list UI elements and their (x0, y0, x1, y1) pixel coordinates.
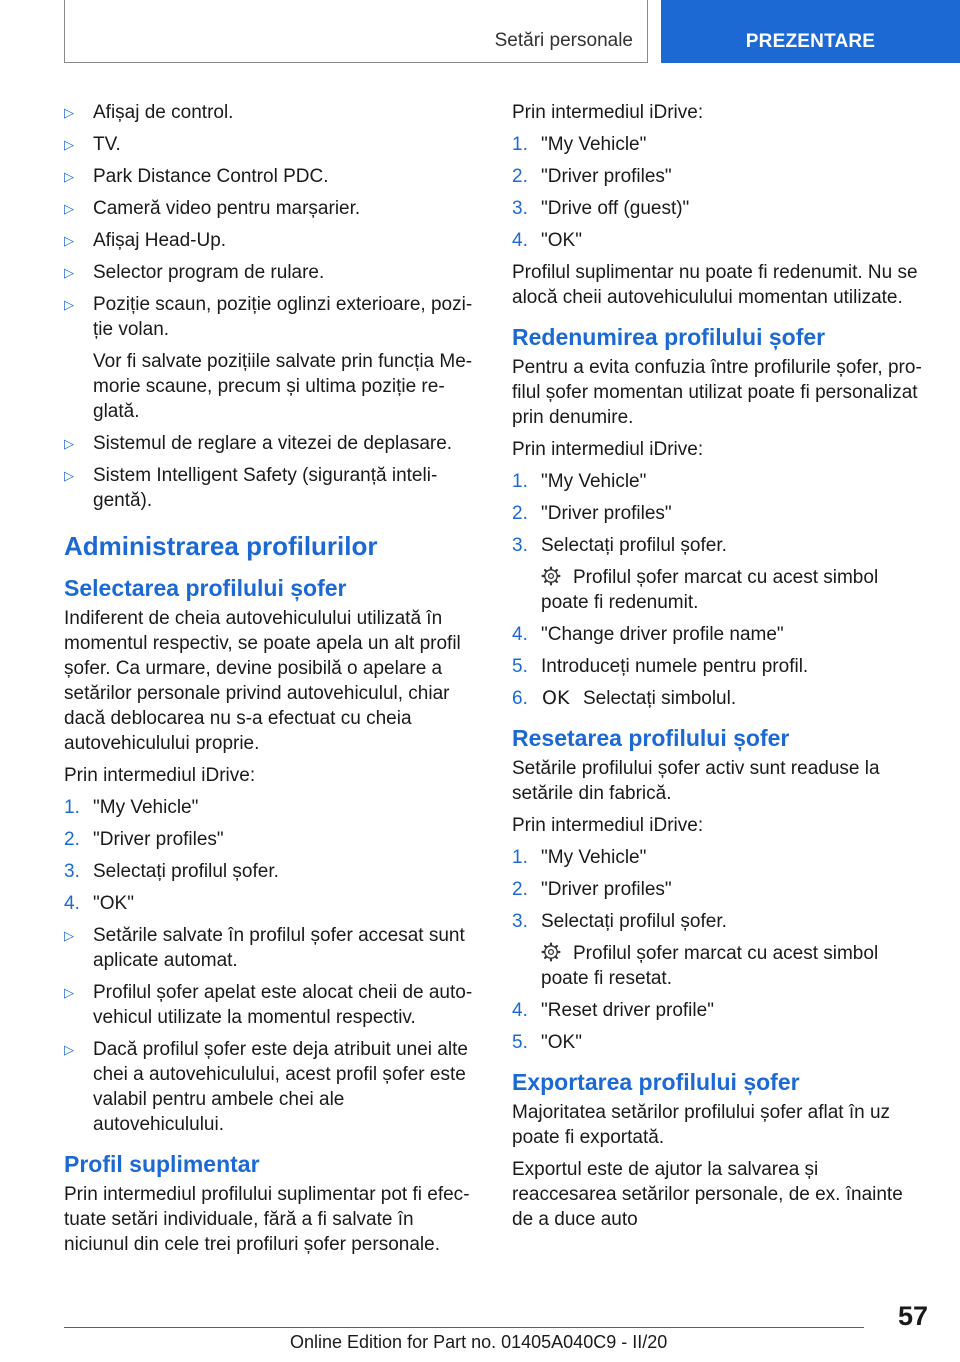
step-item: 1. "My Vehicle" (512, 847, 647, 868)
heading-select-profile: Selectarea profilului șofer (64, 575, 347, 601)
export-paragraph-2: Exportul este de ajutor la salvarea și reaccesarea setărilor personale, de ex. înainte de a duce auto (512, 1159, 903, 1230)
footer-divider (64, 1327, 864, 1328)
page-number: 57 (897, 1301, 928, 1331)
header-section-box (64, 0, 648, 63)
via-idrive-label: Prin intermediul iDrive: (512, 815, 704, 836)
heading-admin-profiles: Administrarea profilurilor (64, 531, 378, 561)
step-item: 3. "Drive off (guest)" (512, 198, 690, 219)
list-item: ▷ Dacă profilul șofer este deja atribuit unei alte chei a autovehiculului, acest profil șofer este valabil pentru ambele chei ale autovehiculului. (64, 1037, 479, 1137)
select-paragraph: Indiferent de cheia autovehiculului utilizată în momentul respectiv, se poate apela un alt profil șofer. Ca urmare, devine posibilă o apelare a setărilor personale privind autovehiculul, chiar dacă deblocarea nu s-a efectuat cu cheia autovehiculului proprie. (64, 608, 461, 754)
right-column (512, 100, 927, 1239)
left-column (64, 100, 479, 1264)
reset-symbol-note: Profilul șofer marcat cu acest simbol poate fi resetat. (541, 943, 879, 989)
step-item: 1. "My Vehicle" (512, 134, 647, 155)
step-item: 2. "Driver profiles" (512, 166, 672, 187)
step-item: 3. Selectați profilul șofer. (64, 861, 279, 882)
step-item: 6. OK Selectați simbolul. (512, 687, 737, 709)
list-item: ▷ TV. (64, 132, 479, 157)
step-item: 2. "Driver profiles" (64, 829, 224, 850)
step-item: 4. "Reset driver profile" (512, 1000, 714, 1021)
guest-note: Profilul suplimentar nu poate fi redenumit. Nu se alocă cheii autovehiculului momentan utilizate. (512, 262, 918, 308)
seat-memory-note: Vor fi salvate pozițiile salvate prin funcția Memorie scaune, precum și ultima poziție reglată. (93, 351, 473, 422)
heading-export-profile: Exportarea profilului șofer (512, 1069, 800, 1095)
via-idrive-label: Prin intermediul iDrive: (512, 102, 704, 123)
rename-paragraph: Pentru a evita confuzia între profilurile șofer, profilul șofer momentan utilizat poate fi personalizat prin denumire. (512, 357, 922, 428)
step-item: 2. "Driver profiles" (512, 503, 672, 524)
list-item: ▷ Poziție scaun, poziție oglinzi exterioare, poziție volan. (64, 292, 479, 342)
heading-rename-profile: Redenumirea profilului șofer (512, 324, 826, 350)
footer-edition: Online Edition for Part no. 01405A040C9 - II/20 (290, 1332, 668, 1352)
step-item: 1. "My Vehicle" (512, 471, 647, 492)
step-item: 3. Selectați profilul șofer. (512, 911, 727, 932)
svg-text:OK: OK (542, 687, 570, 707)
step-item: 4. "OK" (512, 230, 582, 251)
heading-guest-profile: Profil suplimentar (64, 1151, 260, 1177)
list-item: ▷ Setările salvate în profilul șofer accesat sunt aplicate automat. (64, 923, 479, 973)
step-item: 5. "OK" (512, 1032, 582, 1053)
via-idrive-label: Prin intermediul iDrive: (64, 765, 256, 786)
list-item: ▷ Cameră video pentru marșarier. (64, 196, 479, 221)
list-item: ▷ Afișaj Head-Up. (64, 228, 479, 253)
via-idrive-label: Prin intermediul iDrive: (512, 439, 704, 460)
list-item: ▷ Selector program de rulare. (64, 260, 479, 285)
list-item: ▷ Park Distance Control PDC. (64, 164, 479, 189)
header-section-title: Setări personale (494, 30, 633, 51)
list-item: ▷ Sistemul de reglare a vitezei de deplasare. (64, 431, 479, 456)
header-tab[interactable]: PREZENTARE (661, 0, 960, 63)
reset-paragraph: Setările profilului șofer activ sunt readuse la setările din fabrică. (512, 758, 880, 804)
step-item: 2. "Driver profiles" (512, 879, 672, 900)
list-item: ▷ Sistem Intelligent Safety (siguranță inteligentă). (64, 463, 479, 513)
ok-icon (541, 687, 571, 707)
step-item: 4. "Change driver profile name" (512, 624, 784, 645)
step-item: 5. Introduceți numele pentru profil. (512, 656, 809, 677)
guest-paragraph: Prin intermediul profilului suplimentar pot fi efectuate setări individuale, fără a fi salvate în niciunul din cele trei profiluri șofer personale. (64, 1184, 470, 1255)
gear-icon (541, 566, 561, 586)
list-item: ▷ Profilul șofer apelat este alocat cheii de autovehicul utilizate la momentul respectiv. (64, 980, 479, 1030)
heading-reset-profile: Resetarea profilului șofer (512, 725, 790, 751)
step-item: 1. "My Vehicle" (64, 797, 199, 818)
gear-icon (541, 942, 561, 962)
step-item: 3. Selectați profilul șofer. (512, 535, 727, 556)
step-item: 4. "OK" (64, 893, 134, 914)
rename-symbol-note: Profilul șofer marcat cu acest simbol poate fi redenumit. (541, 567, 879, 613)
list-item: ▷ Afișaj de control. (64, 100, 479, 125)
export-paragraph-1: Majoritatea setărilor profilului șofer aflat în uz poate fi exportată. (512, 1102, 891, 1148)
